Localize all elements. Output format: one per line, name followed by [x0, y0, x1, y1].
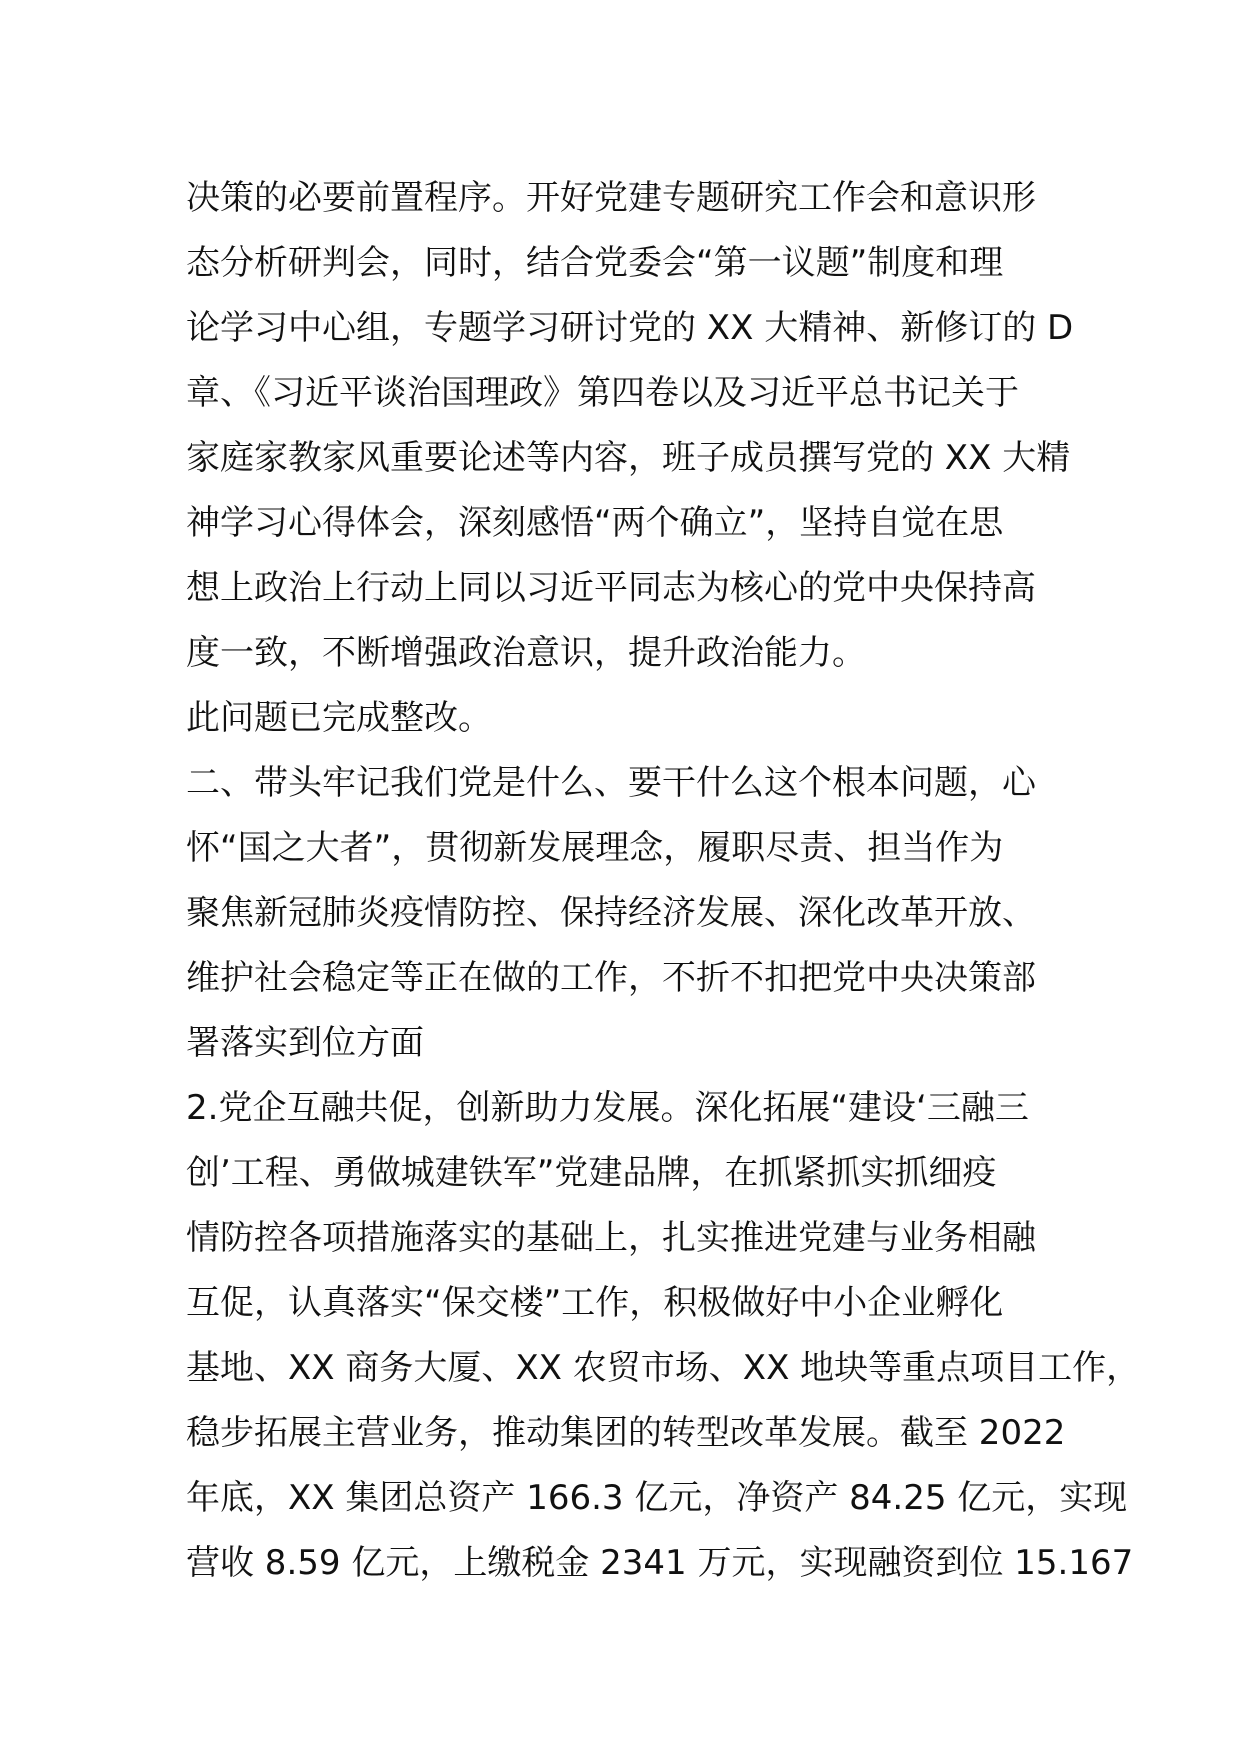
- item-line: 基地、XX 商务大厦、XX 农贸市场、XX 地块等重点项目工作，: [186, 1348, 1141, 1388]
- section-heading-line: 聚焦新冠肺炎疫情防控、保持经济发展、深化改革开放、: [186, 893, 1036, 933]
- text-line: 态分析研判会，同时，结合党委会“第一议题”制度和理: [186, 243, 1004, 283]
- text-line: 家庭家教家风重要论述等内容，班子成员撰写党的 XX 大精: [186, 438, 1071, 478]
- text-line: 决策的必要前置程序。开好党建专题研究工作会和意识形: [186, 178, 1036, 218]
- body-text: [186, 166, 1141, 1596]
- text-line: 想上政治上行动上同以习近平同志为核心的党中央保持高: [186, 568, 1036, 608]
- text-line: 章、《习近平谈治国理政》第四卷以及习近平总书记关于: [186, 373, 1019, 413]
- item-line: 情防控各项措施落实的基础上，扎实推进党建与业务相融: [186, 1218, 1036, 1258]
- item-line: 互促，认真落实“保交楼”工作，积极做好中小企业孵化: [186, 1283, 1004, 1323]
- section-heading-line: 维护社会稳定等正在做的工作，不折不扣把党中央决策部: [186, 958, 1036, 998]
- section-heading-line: 署落实到位方面: [186, 1023, 424, 1063]
- section-heading-line: 怀“国之大者”，贯彻新发展理念，履职尽责、担当作为: [186, 828, 1004, 868]
- text-line: 度一致，不断增强政治意识，提升政治能力。: [186, 633, 866, 673]
- item-line: 稳步拓展主营业务，推动集团的转型改革发展。截至 2022: [186, 1413, 1066, 1453]
- section-heading-line: 二、带头牢记我们党是什么、要干什么这个根本问题，心: [186, 763, 1036, 803]
- status-line: 此问题已完成整改。: [186, 698, 492, 738]
- item-line: 2.党企互融共促，创新助力发展。深化拓展“建设‘三融三: [186, 1088, 1029, 1128]
- text-line: 神学习心得体会，深刻感悟“两个确立”，坚持自觉在思: [186, 503, 1004, 543]
- text-line: 论学习中心组，专题学习研讨党的 XX 大精神、新修订的 D: [186, 308, 1074, 348]
- item-line: 营收 8.59 亿元，上缴税金 2341 万元，实现融资到位 15.167: [186, 1543, 1134, 1583]
- item-line: 年底，XX 集团总资产 166.3 亿元，净资产 84.25 亿元，实现: [186, 1478, 1128, 1518]
- item-line: 创’工程、勇做城建铁军”党建品牌，在抓紧抓实抓细疫: [186, 1153, 997, 1193]
